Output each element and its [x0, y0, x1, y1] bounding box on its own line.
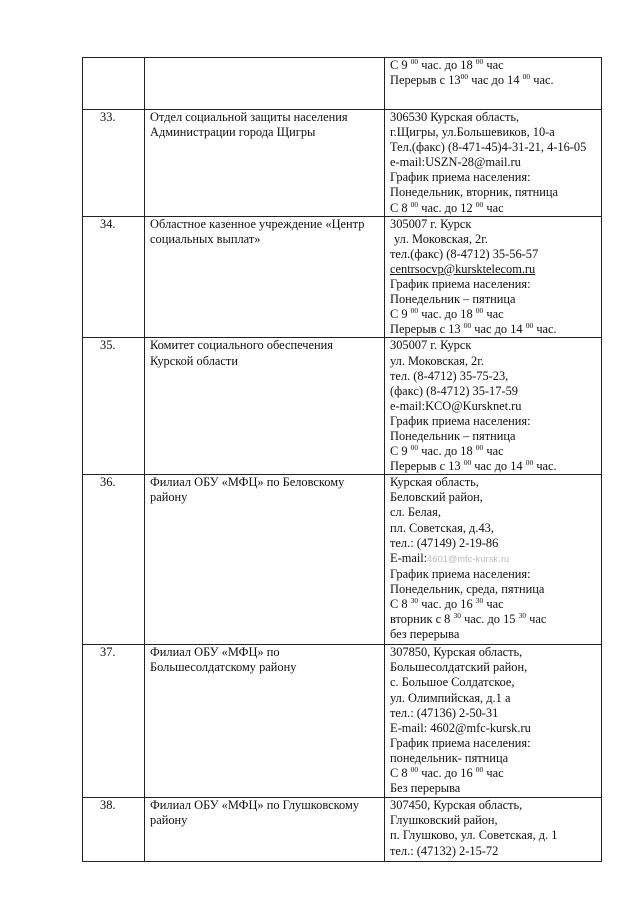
text-fragment: час. до 18: [418, 307, 476, 322]
contacts-table-body: [83, 58, 602, 862]
text-fragment: час: [483, 307, 504, 322]
text-fragment: сл. Белая,: [390, 505, 441, 520]
time-minutes-superscript: 00: [460, 72, 469, 82]
table-row: [83, 645, 602, 798]
contact-info-line: [390, 781, 597, 796]
text-fragment: 307850, Курская область,: [390, 645, 523, 660]
contact-info-line: [390, 490, 597, 505]
text-fragment: 305007 г. Курск: [390, 338, 472, 353]
organization-name-line: Филиал ОБУ «МФЦ» по Глушковскому: [150, 798, 360, 813]
organization-name-line: Курской области: [150, 353, 238, 368]
contact-info-line: [390, 369, 597, 384]
contact-info-line: [390, 660, 597, 675]
organization-name-line: Филиал ОБУ «МФЦ» по Беловскому: [150, 475, 345, 490]
contact-info-line: [390, 536, 597, 551]
text-fragment: час до 14: [471, 459, 526, 474]
row-number-cell: [83, 216, 145, 338]
organization-name-cell: [145, 338, 385, 475]
text-fragment: ул. Олимпийская, д.1 а: [390, 690, 511, 705]
table-row: [83, 110, 602, 217]
contact-info-line: [390, 691, 597, 706]
text-fragment: Понедельник – пятница: [390, 428, 516, 443]
contact-info-cell: [385, 475, 602, 645]
text-fragment: вторник с 8: [390, 612, 454, 627]
contact-info-line: [390, 170, 597, 185]
time-minutes-superscript: 00: [410, 199, 419, 209]
contact-info-line: [390, 292, 597, 307]
text-fragment: График приема населения:: [390, 413, 531, 428]
contacts-table: [82, 57, 602, 862]
contact-info-cell: [385, 216, 602, 338]
text-fragment: Перерыв с 13: [390, 73, 461, 88]
row-number: 38.: [100, 798, 116, 813]
contact-info-line: [390, 844, 597, 859]
text-fragment: час: [483, 58, 504, 72]
contact-info-line: [390, 58, 597, 73]
row-number: 34.: [100, 216, 116, 231]
contact-info-line: [390, 414, 597, 429]
contact-info-line: [390, 384, 597, 399]
contact-info-cell: [385, 58, 602, 110]
contact-info-line: [390, 813, 597, 828]
organization-name-cell: [145, 475, 385, 645]
text-fragment: (факс) (8-4712) 35-17-59: [390, 383, 518, 398]
row-number: 36.: [100, 475, 116, 490]
contact-info-line: [390, 612, 597, 627]
contact-info-cell: [385, 798, 602, 862]
row-number-cell: [83, 798, 145, 862]
text-fragment: e-mail:KCO@Kursknet.ru: [390, 398, 522, 413]
contact-info-line: [390, 567, 597, 582]
text-fragment: С 8: [390, 200, 411, 215]
time-minutes-superscript: 00: [410, 306, 419, 316]
contact-info-line: [390, 399, 597, 414]
text-fragment: час.: [530, 73, 554, 88]
text-fragment: С 9: [390, 444, 411, 459]
text-fragment: тел. (8-4712) 35-75-23,: [390, 368, 509, 383]
contact-info-line: [390, 551, 597, 567]
contact-info-line: [390, 645, 597, 660]
contact-info-line: [390, 597, 597, 612]
text-fragment: с. Большое Солдатское,: [390, 675, 515, 690]
text-fragment: понедельник- пятница: [390, 750, 509, 765]
text-fragment: час до 14: [471, 322, 526, 337]
text-fragment: С 9: [390, 307, 411, 322]
organization-name-line: Отдел социальной защиты населения: [150, 110, 348, 124]
text-fragment: час: [483, 444, 504, 459]
contact-info-line: [390, 798, 597, 813]
contact-info-line: [390, 521, 597, 536]
text-fragment: 305007 г. Курск: [390, 216, 472, 231]
text-fragment: час: [483, 200, 504, 215]
table-row: [83, 58, 602, 110]
text-fragment: тел.: (47136) 2-50-31: [390, 705, 499, 720]
table-row: [83, 475, 602, 645]
text-fragment: час: [526, 612, 547, 627]
organization-name-line: социальных выплат»: [150, 231, 261, 246]
email-link[interactable]: [390, 262, 597, 277]
text-fragment: час. до 16: [418, 766, 476, 780]
organization-name-cell: [145, 216, 385, 338]
contact-info-cell: [385, 110, 602, 217]
time-minutes-superscript: 00: [525, 458, 534, 468]
text-fragment: час. до 18: [418, 444, 476, 459]
contact-info-line: [390, 155, 597, 170]
text-fragment: Понедельник, вторник, пятница: [390, 185, 559, 200]
contact-info-line: [390, 322, 597, 337]
contact-info-cell: [385, 645, 602, 798]
contact-info-line: [390, 354, 597, 369]
time-minutes-superscript: 00: [410, 443, 419, 453]
contact-info-line: [390, 338, 597, 353]
text-fragment: Перерыв с 13: [390, 322, 464, 337]
text-fragment: centrsocvp@kursktelecom.ru: [390, 261, 536, 276]
contact-info-line: [390, 185, 597, 200]
text-fragment: График приема населения:: [390, 735, 531, 750]
time-minutes-superscript: 00: [522, 72, 531, 82]
text-fragment: График приема населения:: [390, 566, 531, 581]
text-fragment: тел.: (47132) 2-15-72: [390, 843, 499, 858]
organization-name-line: Филиал ОБУ «МФЦ» по: [150, 645, 280, 660]
text-fragment: Большесолдатский район,: [390, 660, 528, 675]
organization-name-line: району: [150, 813, 188, 828]
text-fragment: ул. Моковская, 2г.: [394, 231, 488, 246]
row-number-cell: [83, 58, 145, 110]
text-fragment: 307450, Курская область,: [390, 798, 523, 813]
row-number-cell: [83, 475, 145, 645]
text-fragment: час.: [533, 459, 557, 474]
text-fragment: тел.(факс) (8-4712) 35-56-57: [390, 246, 539, 261]
row-number: 33.: [100, 110, 116, 124]
text-fragment: С 8: [390, 766, 411, 780]
text-fragment: E-mail:: [390, 550, 428, 565]
contact-info-line: [390, 475, 597, 490]
text-fragment: пл. Советская, д.43,: [390, 520, 494, 535]
table-row: [83, 338, 602, 475]
contact-info-line: [390, 627, 597, 642]
text-fragment: Перерыв с 13: [390, 459, 464, 474]
text-fragment: час: [483, 766, 504, 780]
contact-info-line: [390, 459, 597, 474]
text-fragment: час: [483, 597, 504, 611]
faint-email-text: 4601@mfc-kursk.ru: [427, 553, 510, 564]
contact-info-line: [390, 766, 597, 781]
time-minutes-superscript: 30: [410, 596, 419, 605]
contact-info-line: [390, 505, 597, 520]
contact-info-line: [390, 751, 597, 766]
text-fragment: e-mail:USZN-28@mail.ru: [390, 155, 521, 170]
contact-info-line: [390, 232, 597, 247]
organization-name-line: Областное казенное учреждение «Центр: [150, 216, 365, 231]
text-fragment: час. до 18: [418, 58, 476, 72]
text-fragment: Без перерыва: [390, 781, 461, 796]
text-fragment: ул. Моковская, 2г.: [390, 353, 484, 368]
text-fragment: час.: [533, 322, 557, 337]
organization-name-cell: [145, 58, 385, 110]
time-minutes-superscript: 00: [410, 57, 419, 66]
contact-info-line: [390, 307, 597, 322]
contact-info-line: [390, 125, 597, 140]
text-fragment: час. до 12: [418, 200, 476, 215]
contact-info-line: [390, 721, 597, 736]
organization-name-cell: [145, 798, 385, 862]
text-fragment: Тел.(факс) (8-471-45)4-31-21, 4-16-05: [390, 140, 587, 155]
time-minutes-superscript: 30: [453, 611, 461, 621]
time-minutes-superscript: 00: [475, 199, 484, 209]
table-row: [83, 798, 602, 862]
organization-name-line: району: [150, 490, 188, 505]
contact-info-cell: [385, 338, 602, 475]
text-fragment: Понедельник, среда, пятница: [390, 581, 545, 596]
contact-info-line: [390, 828, 597, 843]
text-fragment: п. Глушково, ул. Советская, д. 1: [390, 828, 558, 843]
contact-info-line: [390, 217, 597, 232]
contact-info-line: [390, 444, 597, 459]
row-number-cell: [83, 645, 145, 798]
time-minutes-superscript: 00: [525, 321, 534, 331]
row-number: 35.: [100, 338, 116, 353]
contact-info-line: [390, 582, 597, 597]
text-fragment: час до 14: [468, 73, 523, 88]
table-row: [83, 216, 602, 338]
organization-name-cell: [145, 110, 385, 217]
row-number-cell: [83, 110, 145, 217]
text-fragment: График приема населения:: [390, 170, 531, 185]
organization-name-line: Комитет социального обеспечения: [150, 338, 333, 353]
text-fragment: С 9: [390, 58, 411, 72]
time-minutes-superscript: 30: [518, 611, 527, 621]
text-fragment: E-mail: 4602@mfc-kursk.ru: [390, 720, 531, 735]
contact-info-line: [390, 706, 597, 721]
time-minutes-superscript: 00: [463, 321, 472, 331]
organization-name-line: Администрации города Щигры: [150, 125, 316, 140]
time-minutes-superscript: 30: [475, 596, 484, 605]
text-fragment: час. до 15: [460, 612, 519, 627]
text-fragment: Понедельник – пятница: [390, 292, 516, 307]
text-fragment: 306530 Курская область,: [390, 110, 520, 124]
contact-info-line: [390, 736, 597, 751]
text-fragment: График приема населения:: [390, 277, 531, 292]
contact-info-line: [390, 201, 597, 216]
contact-info-line: [390, 277, 597, 292]
text-fragment: тел.: (47149) 2-19-86: [390, 535, 499, 550]
contact-info-line: [390, 110, 597, 125]
organization-name-cell: [145, 645, 385, 798]
time-minutes-superscript: 00: [463, 458, 472, 468]
contact-info-line: [390, 140, 597, 155]
row-number: 37.: [100, 645, 116, 660]
time-minutes-superscript: 00: [410, 765, 419, 774]
time-minutes-superscript: 00: [475, 443, 484, 453]
time-minutes-superscript: 00: [475, 306, 484, 316]
text-fragment: Глушковский район,: [390, 813, 498, 828]
text-fragment: Беловский район,: [390, 490, 483, 505]
contact-info-line: [390, 675, 597, 690]
row-number-cell: [83, 338, 145, 475]
contact-info-line: [390, 429, 597, 444]
text-fragment: г.Щигры, ул.Большевиков, 10-а: [390, 125, 555, 140]
contact-info-line: [390, 73, 597, 88]
text-fragment: Курская область,: [390, 475, 479, 490]
contact-info-line: [390, 247, 597, 262]
time-minutes-superscript: 00: [475, 765, 484, 774]
text-fragment: С 8: [390, 597, 411, 611]
time-minutes-superscript: 00: [475, 57, 484, 66]
organization-name-line: Большесолдатскому району: [150, 660, 297, 675]
text-fragment: час. до 16: [418, 597, 476, 611]
text-fragment: без перерыва: [390, 627, 460, 642]
